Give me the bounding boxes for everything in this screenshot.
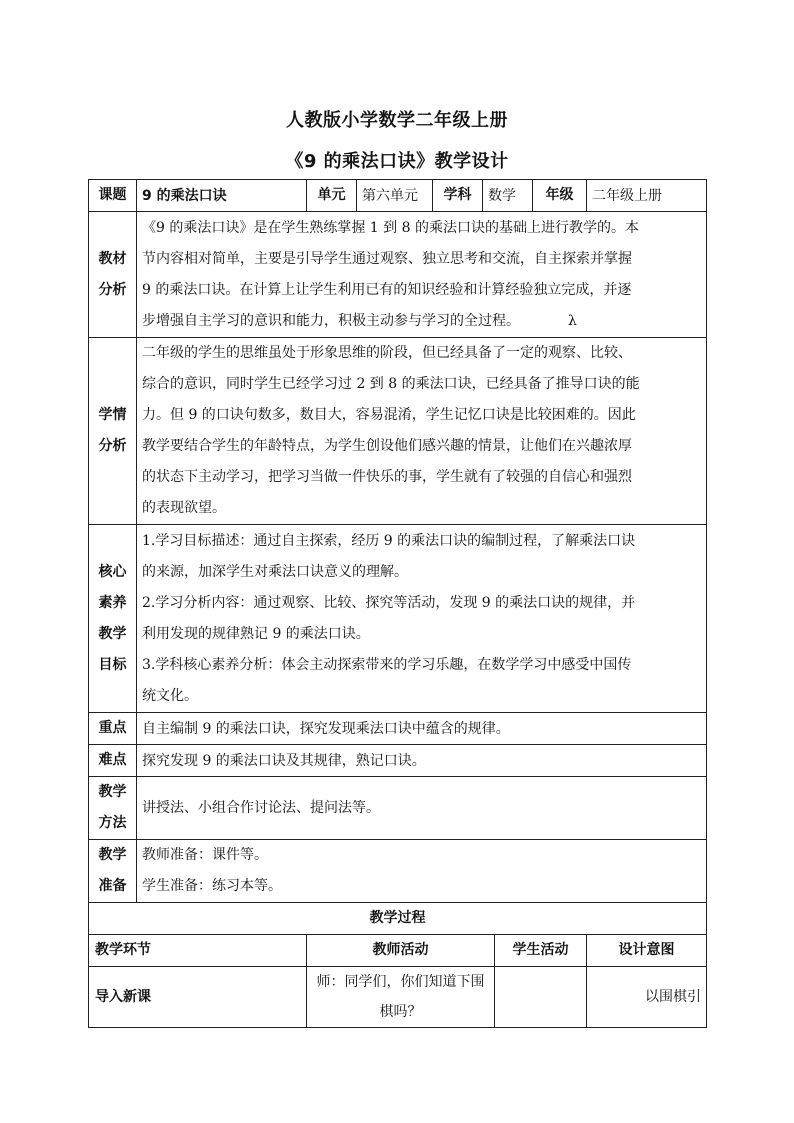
key-point-label: 重点 <box>89 713 137 745</box>
lesson-plan-table <box>88 179 707 1028</box>
topic-label: 课题 <box>89 180 137 212</box>
page-subtitle: 《9 的乘法口诀》教学设计 <box>285 151 509 172</box>
difficulty-label: 难点 <box>89 745 137 777</box>
grade-label: 年级 <box>533 180 587 212</box>
core-row <box>89 525 707 713</box>
key-point-text: 自主编制 9 的乘法口诀，探究发现乘法口诀中蕴含的规律。 <box>137 713 707 745</box>
teacher-cell: 师：同学们，你们知道下围棋吗？ <box>307 967 495 1028</box>
grade-value: 二年级上册 <box>587 180 707 212</box>
col-teacher: 教师活动 <box>307 935 495 967</box>
subject-label: 学科 <box>433 180 483 212</box>
process-header-row <box>89 935 707 967</box>
material-text: 《9 的乘法口诀》是在学生熟练掌握 1 到 8 的乘法口诀的基础上进行教学的。本 节内容相对简单，主要是引导学生通过观察、独立思考和交流，自主探索并掌握 9 的乘法口诀。在计算上让学生利用已有的知识经验和计算经验独立完成，并逐 步增强自主学习的意识和能力，积极主动参与学习的全过程。 λ <box>137 212 707 338</box>
prep-text: 教师准备：课件等。 学生准备：练习本等。 <box>137 840 707 903</box>
subject-value: 数学 <box>483 180 533 212</box>
method-label: 教学 方法 <box>89 777 137 840</box>
learner-text: 二年级的学生的思维虽处于形象思维的阶段，但已经具备了一定的观察、比较、 综合的意识，同时学生已经学习过 2 到 8 的乘法口诀，已经具备了推导口诀的能 力。但 9 的口诀句数多，数目大，容易混淆，学生记忆口诀是比较困难的。因此 教学要结合学生的年龄特点，为学生创设他们感兴趣的情景，让他们在兴趣浓厚 的状态下主动学习，把学习当做一件快乐的事，学生就有了较强的自信心和强烈 的表现欲望。 <box>137 338 707 525</box>
method-row <box>89 777 707 840</box>
material-label: 教材 分析 <box>89 212 137 338</box>
col-stage: 教学环节 <box>89 935 307 967</box>
page-title: 人教版小学数学二年级上册 <box>286 110 508 131</box>
student-cell <box>495 967 587 1028</box>
core-text: 1.学习目标描述：通过自主探索，经历 9 的乘法口诀的编制过程，了解乘法口诀 的来源，加深学生对乘法口诀意义的理解。 2.学习分析内容：通过观察、比较、探究等活动，发现 9 的乘法口诀的规律，并 利用发现的规律熟记 9 的乘法口诀。 3.学科核心素养分析：体会主动探索带来的学习乐趣，在数学学习中感受中国传 统文化。 <box>137 525 707 713</box>
method-text: 讲授法、小组合作讨论法、提问法等。 <box>137 777 707 840</box>
process-title: 教学过程 <box>89 903 707 935</box>
topic-value: 9 的乘法口诀 <box>137 180 307 212</box>
learner-row <box>89 338 707 525</box>
material-row <box>89 212 707 338</box>
stage-cell: 导入新课 <box>89 967 307 1028</box>
prep-label: 教学 准备 <box>89 840 137 903</box>
difficulty-text: 探究发现 9 的乘法口诀及其规律，熟记口诀。 <box>137 745 707 777</box>
intent-cell: 以围棋引 <box>587 967 707 1028</box>
key-point-row <box>89 713 707 745</box>
core-label: 核心 素养 教学 目标 <box>89 525 137 713</box>
process-row <box>89 967 707 1028</box>
difficulty-row <box>89 745 707 777</box>
col-intent: 设计意图 <box>587 935 707 967</box>
unit-label: 单元 <box>307 180 357 212</box>
learner-label: 学情 分析 <box>89 338 137 525</box>
process-title-row <box>89 903 707 935</box>
prep-row <box>89 840 707 903</box>
header-row <box>89 180 707 212</box>
col-student: 学生活动 <box>495 935 587 967</box>
lambda-mark: λ <box>568 312 577 329</box>
unit-value: 第六单元 <box>357 180 433 212</box>
